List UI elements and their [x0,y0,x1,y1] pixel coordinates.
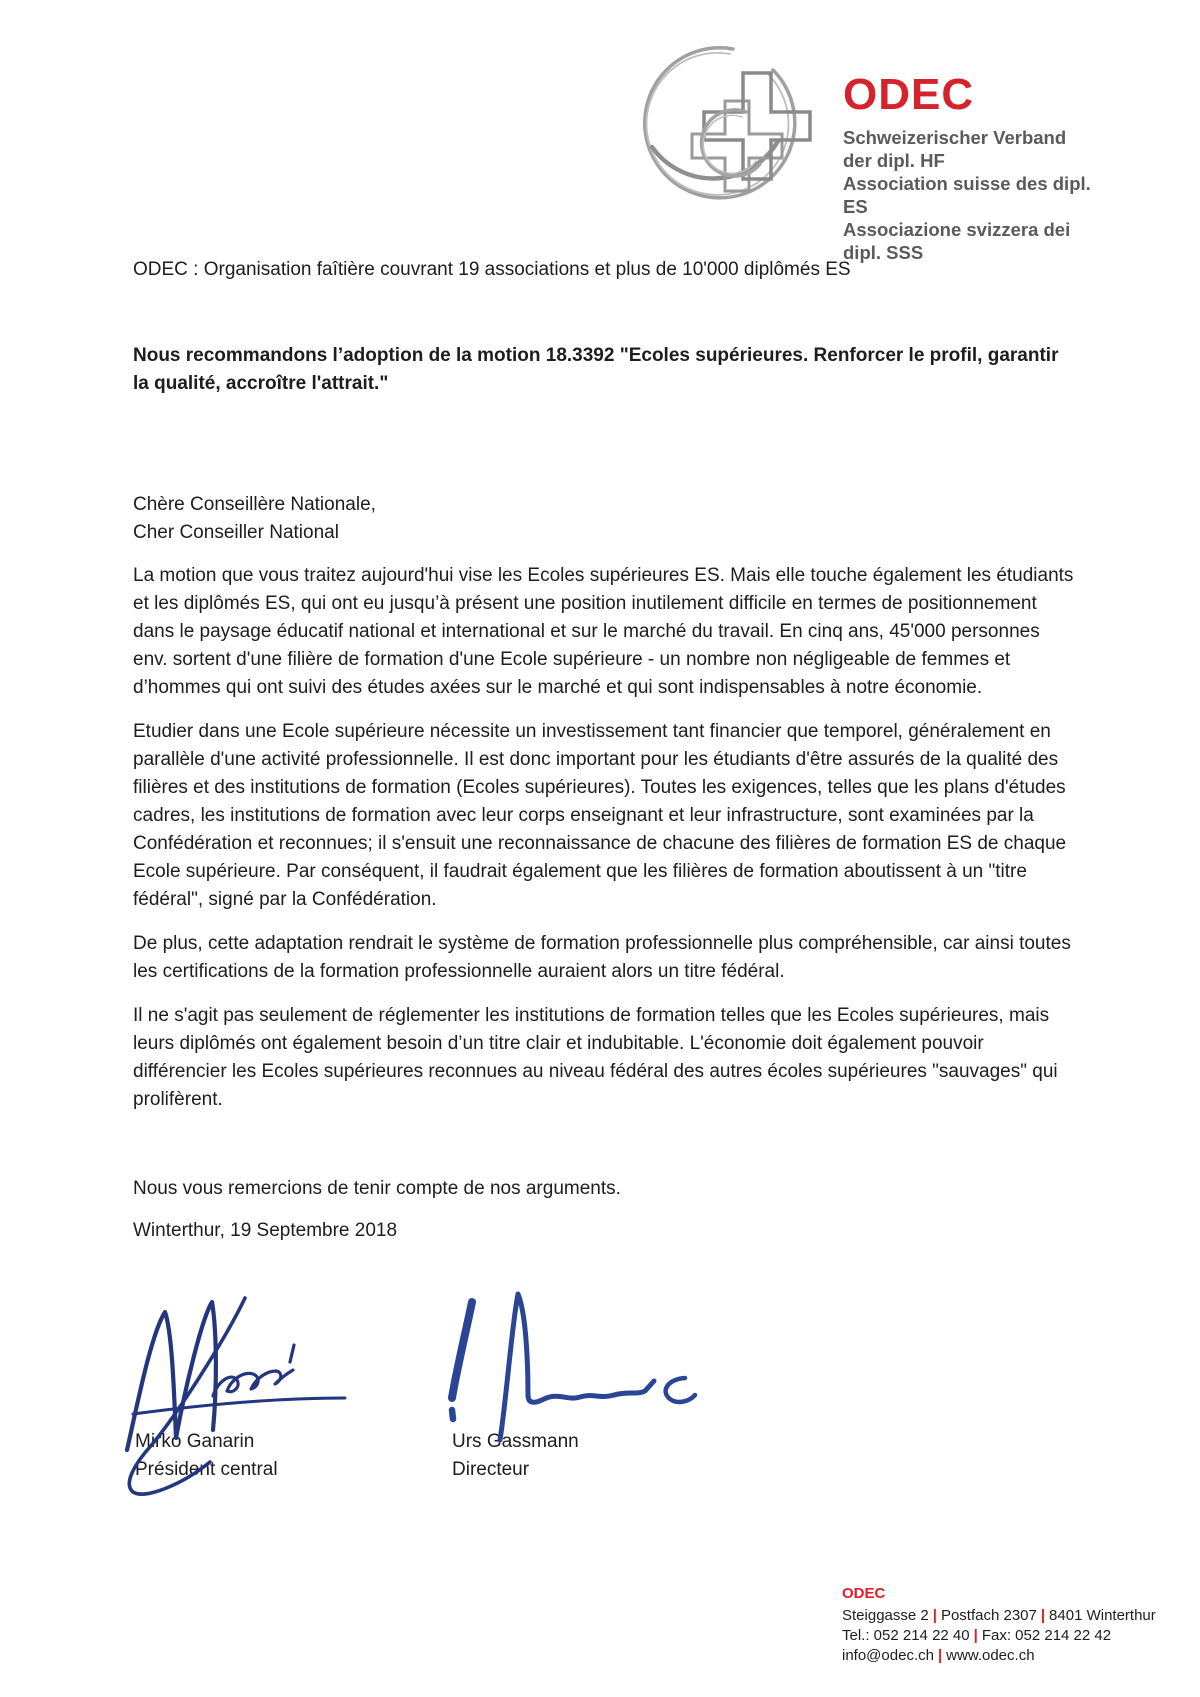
footer-street: Steiggasse 2 [842,1607,929,1624]
odec-logo-mark [630,45,830,205]
paragraph-titre: Il ne s'agit pas seulement de réglementer les institutions de formation telles que les Ecoles supérieures, mais leurs diplômés ont également besoin d’un titre clair et indubitable. L'économie doit également pouvoir différencier les Ecoles supérieures reconnues au niveau fédéral des autres écoles supérieures "sauvages" qui prolifèrent. [133,1005,1058,1110]
recommendation-heading: Nous recommandons l’adoption de la motion 18.3392 "Ecoles supérieures. Renforcer le profil, garantir la qualité, accroître l'attrait." [133,345,1059,394]
footer-separator: | [932,1607,937,1624]
logo-subtitle-italian: Associazione svizzera dei dipl. SSS [843,219,1071,263]
salutation [133,491,1074,547]
paragraph-etudier: Etudier dans une Ecole supérieure nécessite un investissement tant financier que temporel, généralement en parallèle d'une activité professionnelle. Il est donc important pour les étudiants d'être assurés de la qualité des filières et des institutions de formation (Ecoles supérieures). Toutes les exigences, telles que les plans d'études cadres, les institutions de formation avec leur corps enseignant et leur infrastructure, sont examinées par la Confédération et reconnues; il s'ensuit une reconnaissance de chacune des filières de formation ES de chaque Ecole supérieure. Par conséquent, il faudrait également que les filières de formation aboutissent à un "titre fédéral", signé par la Confédération. [133,721,1067,910]
footer-separator: | [937,1647,943,1664]
footer-city: 8401 Winterthur [1049,1607,1156,1624]
paragraph-motion: La motion que vous traitez aujourd'hui vise les Ecoles supérieures ES. Mais elle touche également les étudiants et les diplômés ES, qui ont eu jusqu’à présent une position inutilement difficile en termes de positionnement dans le paysage éducatif national et international et sur le marché du travail. En cinq ans, 45'000 personnes env. sortent d'une filière de formation d'une Ecole supérieure - un nombre non négligeable de femmes et d’hommes qui ont suivi des études axées sur le marché et qui sont indispensables à notre économie. [133,565,1074,698]
salutation-line-2: Cher Conseiller National [133,522,339,543]
footer-fax: Fax: 052 214 22 42 [981,1627,1112,1644]
footer-pobox: Postfach 2307 [940,1607,1037,1624]
footer-phone-line [842,1626,1156,1646]
signature-urs-gassmann-ink [438,1283,708,1453]
letter-body [133,256,1074,1245]
footer-tel: Tel.: 052 214 22 40 [842,1627,970,1644]
footer-contact-block [842,1584,1156,1666]
footer-separator: | [973,1627,978,1644]
logo-subtitles [843,126,1100,264]
footer-online-line [842,1646,1156,1666]
paragraph-adaptation: De plus, cette adaptation rendrait le système de formation professionnelle plus compréhensible, car ainsi toutes les certifications de la formation professionnelle auraient alors un titre fédéral. [133,933,1071,982]
brand-block [843,70,1100,264]
logo-subtitle-french: Association suisse des dipl. ES [843,173,1091,217]
signatory-name: Mirko Ganarin [135,1431,255,1452]
logo-subtitle-german: Schweizerischer Verband der dipl. HF [843,127,1067,171]
footer-org-name: ODEC [842,1585,886,1602]
footer-separator: | [1040,1607,1046,1624]
letterhead [630,45,1100,263]
org-description-line: ODEC : Organisation faîtière couvrant 19 associations et plus de 10'000 diplômés ES [133,259,851,280]
place-date-line: Winterthur, 19 Septembre 2018 [133,1220,398,1241]
signatory-name: Urs Gassmann [452,1431,579,1452]
signatory-title: Directeur [452,1459,530,1480]
footer-email: info@odec.ch [842,1647,934,1664]
signatory-title: Président central [135,1459,278,1480]
footer-website: www.odec.ch [946,1647,1035,1664]
footer-address-line [842,1606,1156,1626]
closing-thanks: Nous vous remercions de tenir compte de nos arguments. [133,1178,621,1199]
signature-mirko-ganarin-ink [113,1288,413,1503]
logo-wordmark: ODEC [843,70,975,119]
salutation-line-1: Chère Conseillère Nationale, [133,494,376,515]
